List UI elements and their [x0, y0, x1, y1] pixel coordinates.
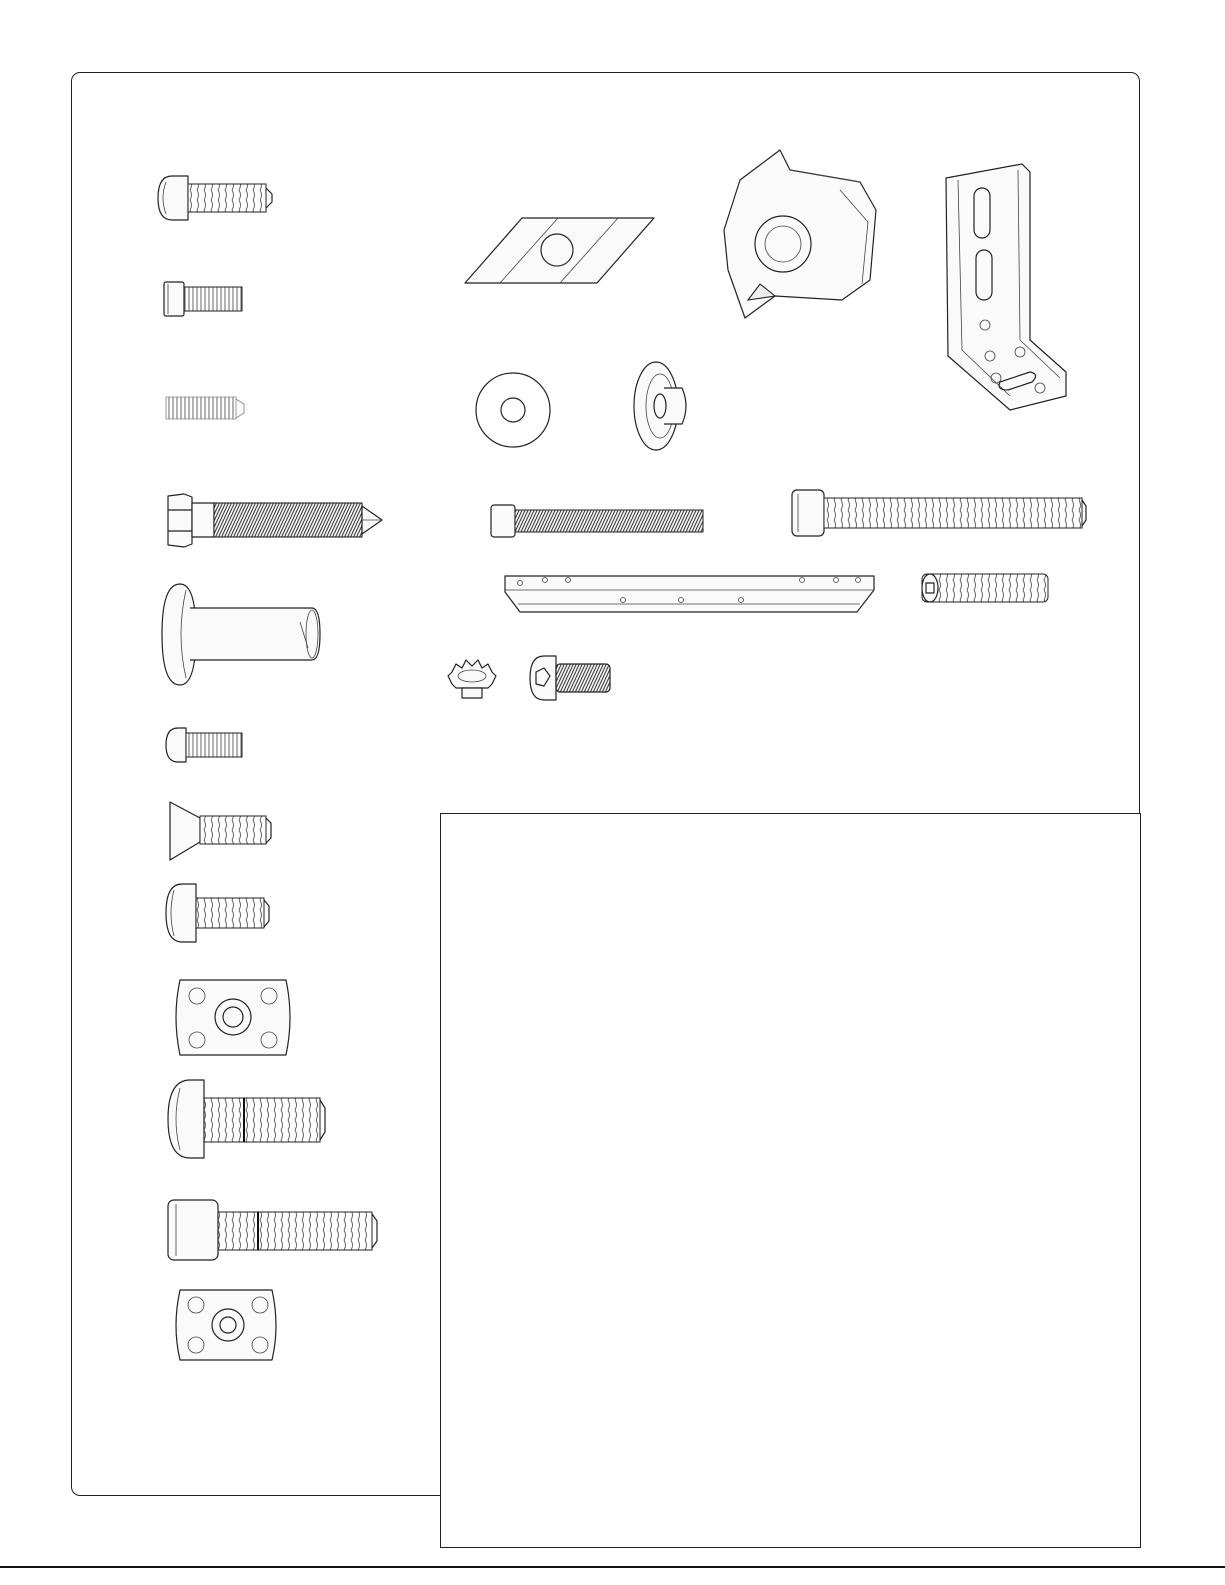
button-head-screw-small-icon — [166, 728, 242, 762]
button-head-screw-icon — [166, 884, 269, 942]
long-set-screw-icon — [922, 574, 1048, 602]
flat-head-screw-icon — [170, 802, 271, 860]
hex-head-pointed-bolt-icon — [168, 494, 382, 547]
l-mounting-bracket-icon — [946, 164, 1066, 410]
socket-head-cap-screw-large-icon — [168, 1200, 377, 1260]
sleeve-barrel-nut-icon — [162, 584, 320, 685]
tee-nut-small-icon — [176, 1290, 276, 1360]
extra-long-socket-cap-screw-icon — [792, 490, 1086, 536]
knurled-thumb-nut-icon — [448, 660, 496, 698]
long-socket-cap-screw-icon — [491, 505, 703, 537]
mounting-rail-strip-icon — [505, 576, 874, 612]
flat-washer-icon — [476, 373, 550, 447]
bottom-rule — [0, 1566, 1225, 1568]
socket-head-cap-screw-small-icon — [164, 282, 242, 316]
button-head-thread-forming-screw-icon — [158, 176, 272, 220]
corner-bracket-nut-icon — [724, 150, 876, 318]
button-head-screw-large-icon — [168, 1080, 325, 1158]
angled-slide-nut-icon — [465, 218, 654, 283]
set-screw-icon — [166, 397, 244, 419]
tee-nut-large-icon — [176, 980, 290, 1055]
button-head-socket-screw-icon — [530, 656, 610, 700]
notes-box — [440, 813, 1141, 1548]
shoulder-washer-icon — [634, 362, 686, 450]
